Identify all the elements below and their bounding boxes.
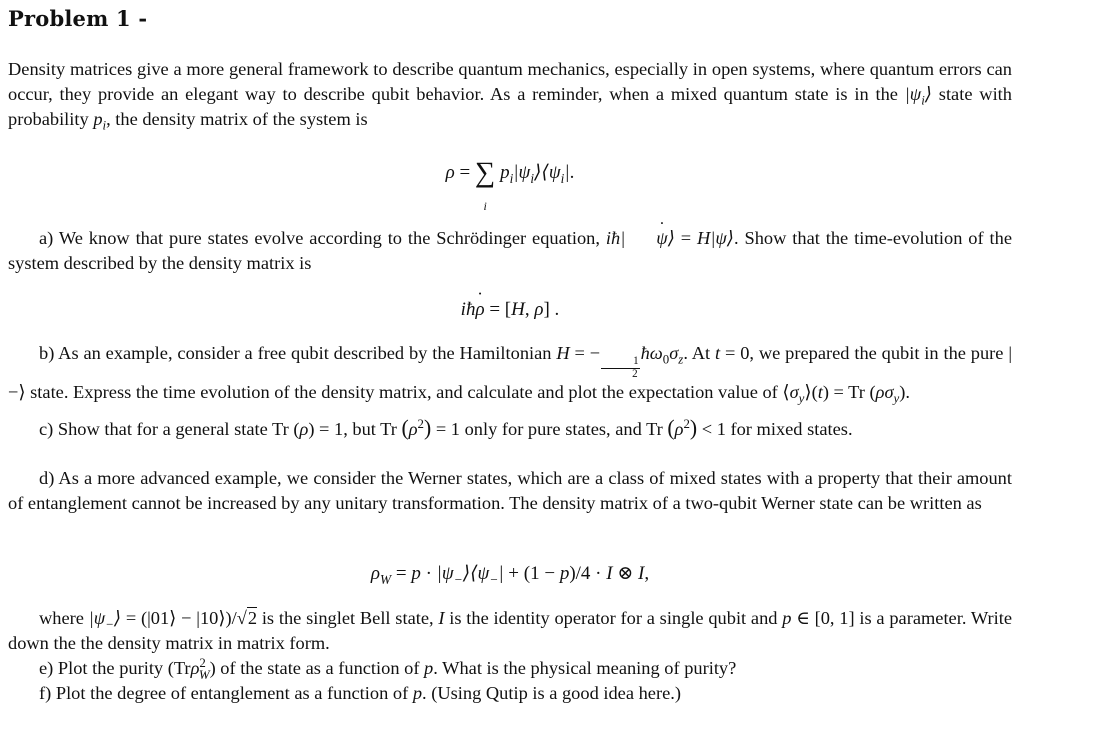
part-d-text: d) As a more advanced example, we consider the Werner states, which are a class of mixed states with a property that their amount of entanglement cannot be increased by any unitary transformation. The density matrix of a two-qubit Werner state can be written as — [8, 468, 1012, 513]
part-b-text: b) As an example, consider a free qubit described by the Hamiltonian H = − $\frac{1}{2}$ $ħ\omega_0\sigma_z$. At t = 0, we prepared the qubit in the pure |−⟩ state. Express the time evolution of the density matrix, and calculate and plot the expectation value of $⟨\sigma_y⟩(t) = Tr$ $(\rho\sigma_y)$. — [8, 343, 1013, 406]
equation-werner-state: $\rho_W = p$ · $|\psi_-⟩⟨\psi_-| + (1 - p)/4 \cdot I$ ⊗ I, — [370, 563, 650, 587]
part-d-continued: where $|\psi_-⟩$ = (|01⟩ − |10⟩)/√2 is the singlet Bell state, I is the identity operator for a single qubit and p ∈ [0, 1] is a parameter. Write down the the density matrix in matrix form. — [8, 608, 1012, 653]
problem-title: Problem 1 - — [8, 6, 148, 31]
part-a-text: a) We know that pure states evolve according to the Schrödinger equation, iħ|˙ ψ⟩ = H|ψ⟩. Show that the time-evolution of the system described by the density matrix is — [8, 226, 1012, 276]
part-c-text: c) Show that for a general state Tr (ρ) = 1, but Tr $(\rho^2) = 1$ only for pure states, and Tr $(\rho^2) < 1$ for mixed states. — [39, 416, 853, 440]
intro-paragraph: Density matrices give a more general framework to describe quantum mechanics, especially in open systems, where quantum errors can occur, they provide an elegant way to describe qubit behavior. As a reminder, when a mixed quantum state is in the $|\psi_i⟩$ state with probability $p_i$, the density matrix of the system is — [8, 59, 1012, 133]
equation-time-evolution: iħ˙ ρ = [H, ρ] . — [0, 297, 1020, 322]
equation-density-matrix: ρ = ∑ i $p_i|\psi_i⟩⟨\psi_i|$. — [445, 157, 575, 213]
part-e-text: e) Plot the purity (Trρ$^2_W$) of the state as a function of p. What is the physical meaning of purity? — [39, 655, 737, 682]
part-f-text: f) Plot the degree of entanglement as a function of p. (Using Qutip is a good idea here.) — [39, 683, 681, 703]
